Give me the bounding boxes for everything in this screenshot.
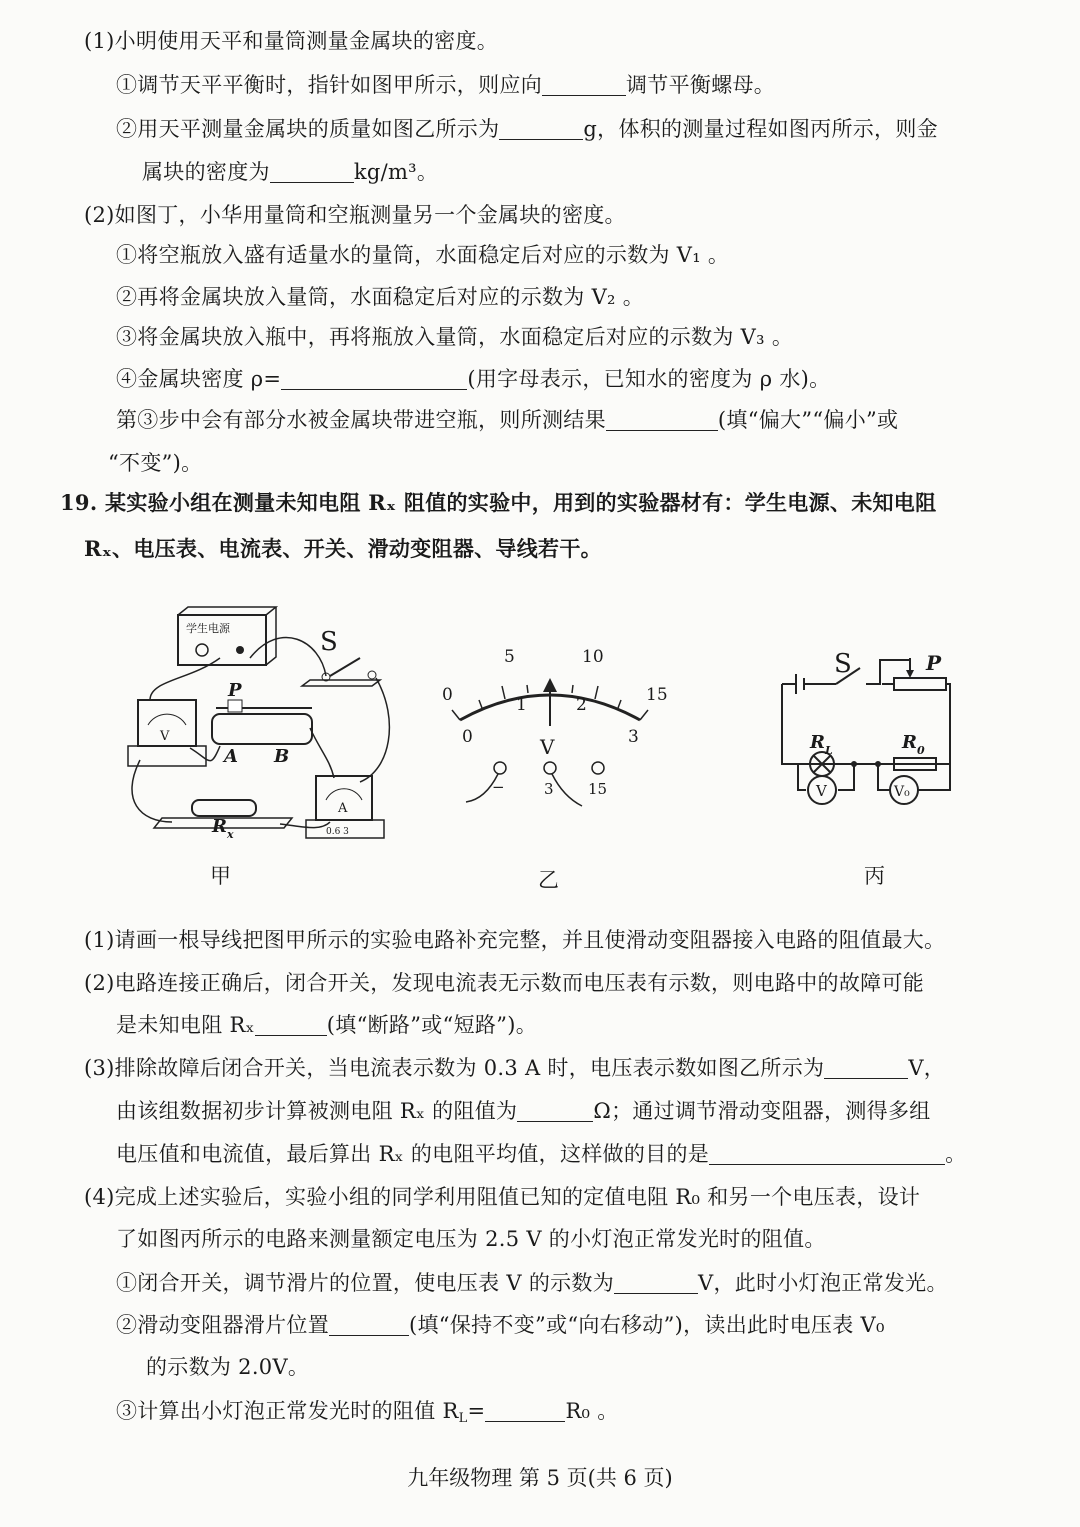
q19-4-step2-cont: 的示数为 2.0V。 <box>146 1355 310 1379</box>
switch <box>302 627 380 686</box>
q18-1-step2: ②用天平测量金属块的质量如图乙所示为 g，体积的测量过程如图丙所示，则金 <box>116 117 938 141</box>
rheostat <box>212 680 312 767</box>
answer-blank[interactable] <box>542 73 626 96</box>
q19-part1: (1)请画一根导线把图甲所示的实验电路补充完整，并且使滑动变阻器接入电路的阻值最大。 <box>84 928 946 952</box>
q18-2-step3: ③将金属块放入瓶中，再将瓶放入量筒，水面稳定后对应的示数为 V₃ 。 <box>116 325 794 349</box>
svg-text:S: S <box>320 627 338 657</box>
figure-yi-label: 乙 <box>538 868 559 892</box>
voltmeter <box>128 700 206 766</box>
q19-part4: (4)完成上述实验后，实验小组的同学利用阻值已知的定值电阻 R₀ 和另一个电压表，设计 <box>84 1185 921 1209</box>
q18-2-error: 第③步中会有部分水被金属块带进空瓶，则所测结果 (填“偏大”“偏小”或 <box>116 408 899 432</box>
q18-2-step4: ④金属块密度 ρ= (用字母表示，已知水的密度为 ρ 水)。 <box>116 367 831 391</box>
svg-text:学生电源: 学生电源 <box>186 622 230 635</box>
q19-part3: (3)排除故障后闭合开关，当电流表示数为 0.3 A 时，电压表示数如图乙所示为 V， <box>84 1056 946 1080</box>
svg-text:RL: $R_L$ <box>810 732 833 757</box>
svg-text:0: 0 <box>462 727 473 747</box>
q18-part1-title: (1)小明使用天平和量筒测量金属块的密度。 <box>84 29 499 53</box>
svg-text:Rx: $R_x$ <box>212 816 234 841</box>
svg-text:15: 15 <box>646 685 668 705</box>
q18-1-step2-cont: 属块的密度为 kg/m³。 <box>142 160 439 184</box>
answer-blank[interactable] <box>485 1399 565 1422</box>
answer-blank[interactable] <box>329 1313 409 1336</box>
q19-4-step3: ③计算出小灯泡正常发光时的阻值 RL= R₀ 。 <box>116 1399 619 1426</box>
ammeter <box>306 776 384 838</box>
answer-blank[interactable] <box>281 367 467 390</box>
q19-4-step1: ①闭合开关，调节滑片的位置，使电压表 V 的示数为 V，此时小灯泡正常发光。 <box>116 1271 948 1295</box>
page-footer: 九年级物理 第 5 页(共 6 页) <box>407 1466 673 1490</box>
wires <box>132 638 389 828</box>
q19-stem-cont: Rₓ、电压表、电流表、开关、滑动变阻器、导线若干。 <box>84 536 602 561</box>
q19-part2-cont: 是未知电阻 Rₓ (填“断路”或“短路”)。 <box>116 1013 538 1037</box>
q19-4-step2: ②滑动变阻器滑片位置 (填“保持不变”或“向右移动”)，读出此时电压表 V₀ <box>116 1313 885 1337</box>
svg-text:1: 1 <box>516 695 527 715</box>
dial-pointer <box>543 678 557 726</box>
svg-text:A: A <box>224 746 238 767</box>
resistor-rx <box>154 800 292 841</box>
svg-text:V: V <box>816 782 827 800</box>
q18-2-error-cont: “不变”)。 <box>108 451 203 475</box>
svg-text:−: − <box>492 778 505 796</box>
q19-stem: 19. 某实验小组在测量未知电阻 Rₓ 阻值的实验中，用到的实验器材有：学生电源、未知电阻 <box>60 490 937 515</box>
svg-text:V₀: V₀ <box>894 784 910 800</box>
power-supply <box>178 607 276 665</box>
svg-text:B: B <box>274 746 290 767</box>
svg-text:V: V <box>160 729 170 744</box>
q18-2-step1: ①将空瓶放入盛有适量水的量筒，水面稳定后对应的示数为 V₁ 。 <box>116 243 730 267</box>
svg-text:3: 3 <box>628 727 639 747</box>
q18-part2-title: (2)如图丁，小华用量筒和空瓶测量另一个金属块的密度。 <box>84 203 626 227</box>
figure-jia-circuit <box>120 600 400 850</box>
answer-blank[interactable] <box>499 117 583 140</box>
svg-text:S: S <box>834 649 852 679</box>
svg-text:5: 5 <box>504 647 515 667</box>
q19-part3-cont: 由该组数据初步计算被测电阻 Rₓ 的阻值为 Ω；通过调节滑动变阻器，测得多组 <box>116 1099 931 1123</box>
svg-text:P: P <box>228 680 242 701</box>
svg-text:P: P <box>926 651 942 675</box>
q18-1-step1: ①调节天平平衡时，指针如图甲所示，则应向 调节平衡螺母。 <box>116 73 776 97</box>
svg-text:V: V <box>540 735 555 759</box>
q19-part4-cont: 了如图丙所示的电路来测量额定电压为 2.5 V 的小灯泡正常发光时的阻值。 <box>116 1227 826 1251</box>
figure-jia-label: 甲 <box>210 864 231 888</box>
answer-blank[interactable] <box>614 1271 698 1294</box>
q19-part3-purpose: 电压值和电流值，最后算出 Rₓ 的电阻平均值，这样做的目的是 。 <box>116 1142 967 1166</box>
svg-text:A: A <box>338 801 348 816</box>
answer-blank[interactable] <box>270 160 354 183</box>
answer-blank[interactable] <box>709 1142 945 1165</box>
answer-blank[interactable] <box>824 1056 908 1079</box>
svg-text:0: 0 <box>442 685 453 705</box>
svg-text:3: 3 <box>544 780 554 798</box>
svg-text:0.6 3: 0.6 3 <box>326 827 349 837</box>
svg-text:15: 15 <box>588 780 608 798</box>
answer-blank[interactable] <box>606 408 718 431</box>
svg-text:10: 10 <box>582 647 604 667</box>
svg-text:R0: $R_0$ <box>902 732 925 757</box>
figure-yi-voltmeter-dial <box>430 630 670 810</box>
figure-bing-label: 丙 <box>864 864 885 888</box>
answer-blank[interactable] <box>517 1099 593 1122</box>
answer-blank[interactable] <box>255 1013 327 1036</box>
q19-part2: (2)电路连接正确后，闭合开关，发现电流表无示数而电压表有示数，则电路中的故障可能 <box>84 971 925 995</box>
svg-text:2: 2 <box>576 695 587 715</box>
q18-2-step2: ②再将金属块放入量筒，水面稳定后对应的示数为 V₂ 。 <box>116 285 645 309</box>
figure-bing-schematic <box>770 640 970 820</box>
